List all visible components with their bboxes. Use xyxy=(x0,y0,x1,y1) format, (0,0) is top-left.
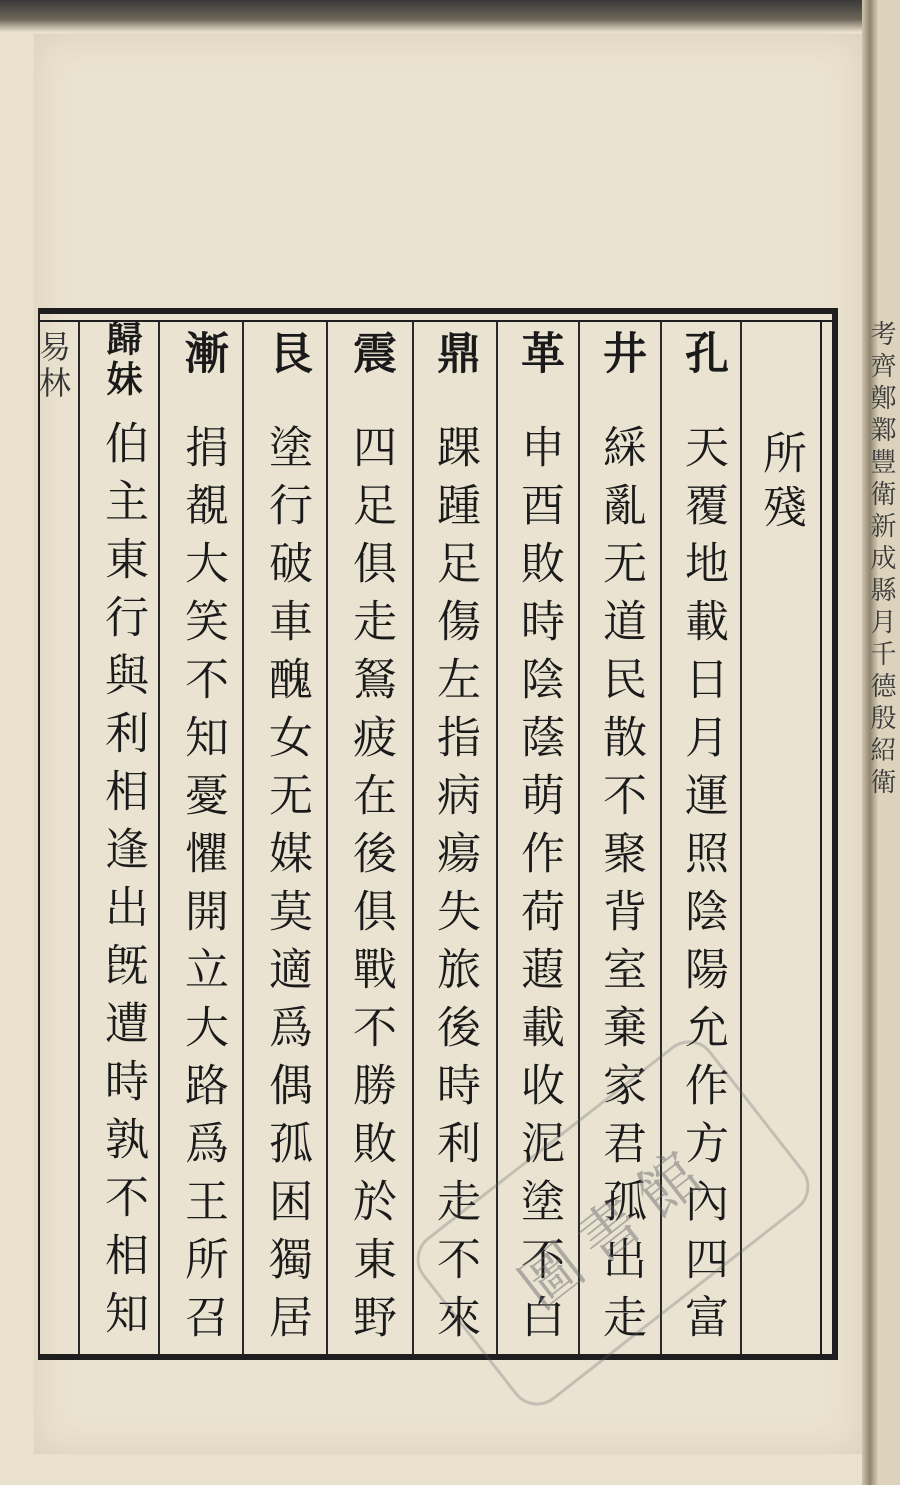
frame-right-inner-border xyxy=(820,320,822,1354)
verse-text: 塗行破車醜女无媒莫適爲偶孤困獨居 xyxy=(261,424,312,1352)
frame-left-border xyxy=(38,308,40,1360)
chapter-title: 所殘 xyxy=(755,430,806,538)
frame-bottom-border xyxy=(38,1354,838,1360)
verse-text: 踝踵足傷左指病瘍失旅後時利走不來 xyxy=(429,424,480,1352)
hexagram-name: 漸 xyxy=(177,330,228,388)
hexagram-name: 孔 xyxy=(677,330,728,388)
adjacent-leaf-text: 考齊鄭鄴豐衛新成縣月千德殷紹衛 xyxy=(866,320,896,800)
verse-text: 綵亂无道民散不聚背室棄家君孤出走 xyxy=(595,424,646,1352)
hexagram-name: 鼎 xyxy=(429,330,480,388)
text-column xyxy=(92,320,152,1348)
column-rule xyxy=(158,322,160,1354)
hexagram-name: 歸妹 xyxy=(101,320,143,400)
column-rule xyxy=(326,322,328,1354)
text-column xyxy=(172,330,232,1352)
verse-text: 捐覩大笑不知憂懼開立大路爲王所召 xyxy=(177,424,228,1352)
column-rule xyxy=(412,322,414,1354)
verse-text: 伯主東行與利相逢出旣遭時孰不相知 xyxy=(97,420,148,1348)
frame-right-border xyxy=(832,308,838,1360)
hexagram-name: 革 xyxy=(513,330,564,388)
verse-text: 四足俱走鴑疲在後俱戰不勝敗於東野 xyxy=(345,424,396,1352)
margin-label: 易林 xyxy=(34,330,72,402)
column-rule xyxy=(242,322,244,1354)
text-column xyxy=(340,330,400,1352)
column-rule xyxy=(78,322,80,1354)
verse-text: 申酉敗時陰蔭萌作荷蕸載收泥塗不白 xyxy=(513,424,564,1352)
hexagram-name: 井 xyxy=(595,330,646,388)
hexagram-name: 艮 xyxy=(261,330,312,388)
frame-top-border xyxy=(38,308,838,314)
text-column xyxy=(256,330,316,1352)
verse-text: 天覆地載日月運照陰陽允作方內四富 xyxy=(677,424,728,1352)
hexagram-name: 震 xyxy=(345,330,396,388)
library-stamp: 圖書館 xyxy=(405,1029,820,1417)
page-top-shadow xyxy=(0,0,862,32)
